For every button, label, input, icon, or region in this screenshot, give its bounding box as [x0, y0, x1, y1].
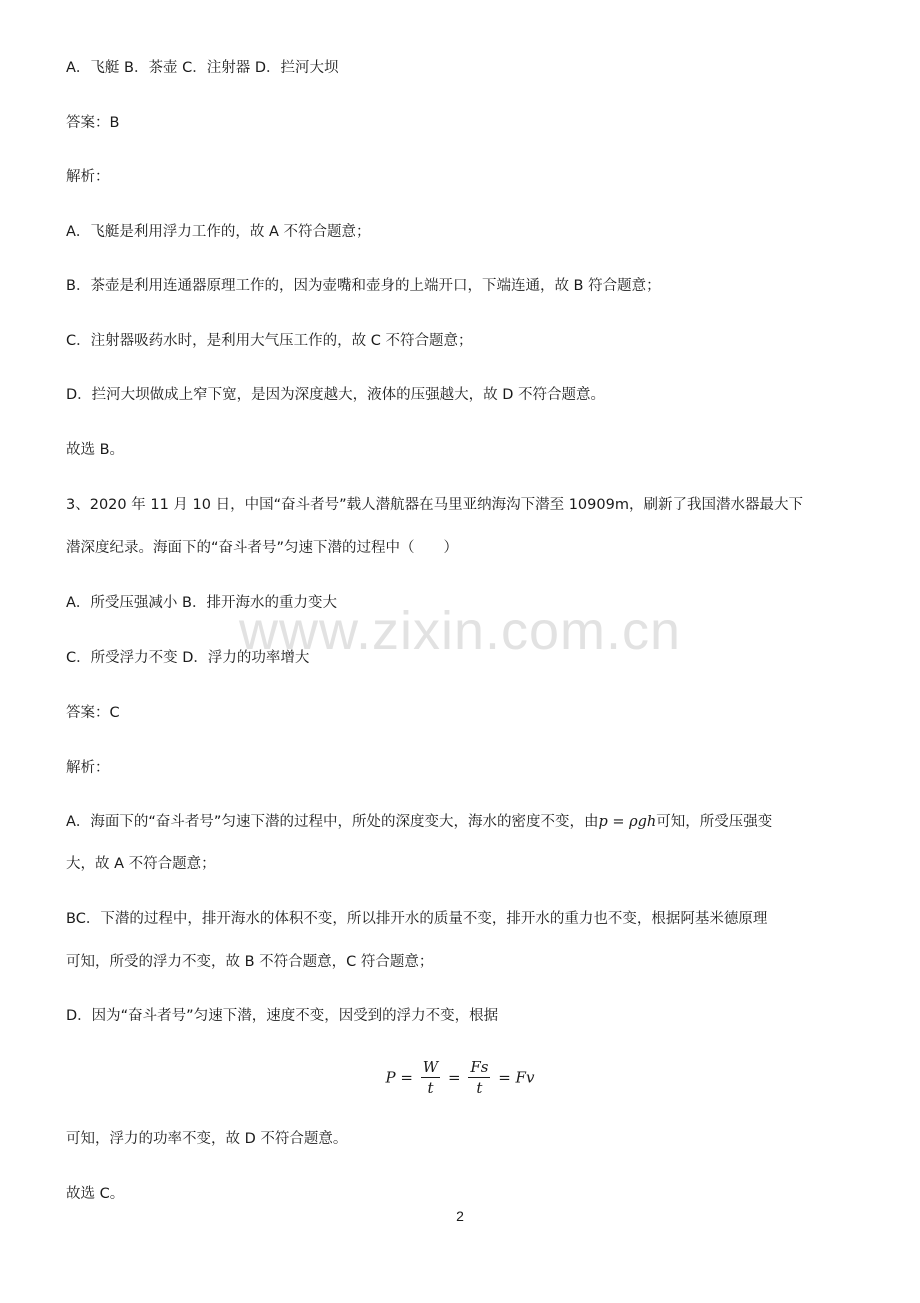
q2-analysis-d: D．拦河大坝做成上窄下宽，是因为深度越大，液体的压强越大，故 D 不符合题意。: [66, 387, 606, 403]
q3-conclusion-d: 可知，浮力的功率不变，故 D 不符合题意。: [66, 1131, 348, 1147]
q2-analysis-a: A．飞艇是利用浮力工作的，故 A 不符合题意；: [66, 224, 371, 240]
fraction-w-over-t: [421, 1057, 440, 1098]
q3-options-ab: A．所受压强减小 B．排开海水的重力变大: [66, 595, 337, 611]
q2-final-answer: 故选 B。: [66, 442, 125, 458]
q2-answer: 答案：B: [66, 115, 120, 131]
power-formula: [0, 1057, 920, 1098]
q3-analysis-label: 解析：: [66, 760, 110, 776]
fraction-numerator: W: [422, 1058, 439, 1076]
q2-options: A．飞艇 B．茶壶 C．注射器 D．拦河大坝: [66, 60, 339, 76]
formula-equals: =: [447, 1068, 461, 1087]
pressure-formula: p = ρgh: [598, 814, 657, 830]
watermark: www.zixin.com.cn: [238, 601, 682, 661]
q3-analysis-bc-line2: 可知，所受的浮力不变，故 B 不符合题意，C 符合题意；: [66, 954, 434, 970]
q2-analysis-label: 解析：: [66, 169, 110, 185]
page-number: 2: [456, 1208, 464, 1224]
q3-analysis-bc-line1: BC．下潜的过程中，排开海水的体积不变，所以排开水的质量不变，排开水的重力也不变，根据阿基米德原理: [66, 911, 768, 927]
q3-answer: 答案：C: [66, 705, 120, 721]
q3-stem-line2: 潜深度纪录。海面下的“奋斗者号”匀速下潜的过程中（ ）: [66, 540, 459, 556]
fraction-fs-over-t: [468, 1057, 490, 1098]
q3-analysis-d: D．因为“奋斗者号”匀速下潜，速度不变，因受到的浮力不变，根据: [66, 1008, 499, 1024]
q2-analysis-c: C．注射器吸药水时，是利用大气压工作的，故 C 不符合题意；: [66, 333, 473, 349]
fraction-denominator: t: [427, 1079, 434, 1097]
formula-rhs: = Fv: [498, 1068, 535, 1087]
q3-stem-line1: 3、2020 年 11 月 10 日，中国“奋斗者号”载人潜航器在马里亚纳海沟下潜至 10909m，刷新了我国潜水器最大下: [66, 497, 803, 513]
q3-options-cd: C．所受浮力不变 D．浮力的功率增大: [66, 650, 310, 666]
q3-analysis-a-line2: 大，故 A 不符合题意；: [66, 856, 216, 872]
fraction-denominator: t: [476, 1079, 483, 1097]
q2-analysis-b: B．茶壶是利用连通器原理工作的，因为壶嘴和壶身的上端开口，下端连通，故 B 符合题意；: [66, 278, 661, 294]
analysis-a-text-before: A．海面下的“奋斗者号”匀速下潜的过程中，所处的深度变大，海水的密度不变，由: [66, 814, 599, 830]
formula-lhs: P =: [385, 1068, 413, 1087]
q3-analysis-a-line1: [66, 811, 854, 833]
q3-final-answer: 故选 C。: [66, 1186, 125, 1202]
fraction-numerator: Fs: [470, 1058, 489, 1076]
analysis-a-text-after: 可知，所受压强变: [656, 814, 773, 830]
